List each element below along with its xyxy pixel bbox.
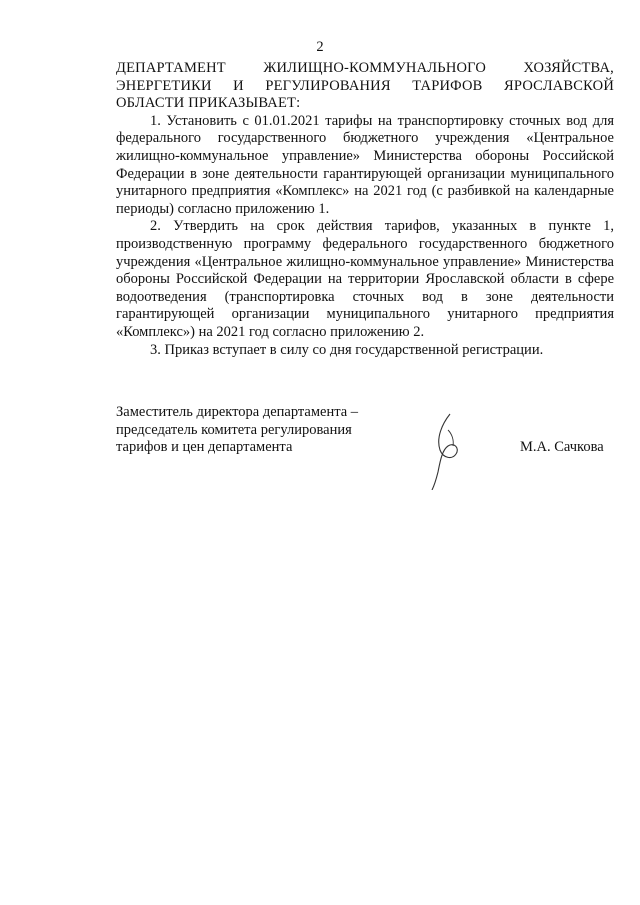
- document-body: [116, 60, 614, 359]
- page-number: 2: [316, 39, 324, 55]
- paragraph-2: 2. Утвердить на срок действия тарифов, указанных в пункте 1, производственную программу федерального государственного бюджетного учреждения «Центральное жилищно-коммунальное управление» Министерства обороны Российской Федерации на территории Ярославской области в сфере водоотведения (транспортировка сточных вод в зоне деятельности гарантирующей организации муниципального унитарного предприятия «Комплекс») на 2021 год согласно приложению 2.: [116, 218, 614, 340]
- paragraph-1: 1. Установить с 01.01.2021 тарифы на транспортировку сточных вод для федерального государственного бюджетного учреждения «Центральное жилищно-коммунальное управление» Министерства обороны Российской Федерации в зоне деятельности гарантирующей организации муниципального унитарного предприятия «Комплекс» на 2021 год (с разбивкой на календарные периоды) согласно приложению 1.: [116, 112, 614, 217]
- signatory-title-line: председатель комитета регулирования: [116, 421, 352, 438]
- signatory-title-line: Заместитель директора департамента –: [116, 404, 359, 420]
- handwritten-signature: [426, 410, 476, 490]
- signatory-title-line: тарифов и цен департамента: [116, 439, 293, 456]
- department-header: ДЕПАРТАМЕНТ ЖИЛИЩНО-КОММУНАЛЬНОГО ХОЗЯЙСТВА, ЭНЕРГЕТИКИ И РЕГУЛИРОВАНИЯ ТАРИФОВ ЯРОСЛАВСКОЙ ОБЛАСТИ ПРИКАЗЫВАЕТ:: [116, 60, 614, 112]
- paragraph-3: 3. Приказ вступает в силу со дня государственной регистрации.: [150, 341, 544, 358]
- signatory-name: М.А. Сачкова: [520, 439, 604, 455]
- signatory-title: [116, 404, 416, 457]
- signature-block: [116, 404, 614, 457]
